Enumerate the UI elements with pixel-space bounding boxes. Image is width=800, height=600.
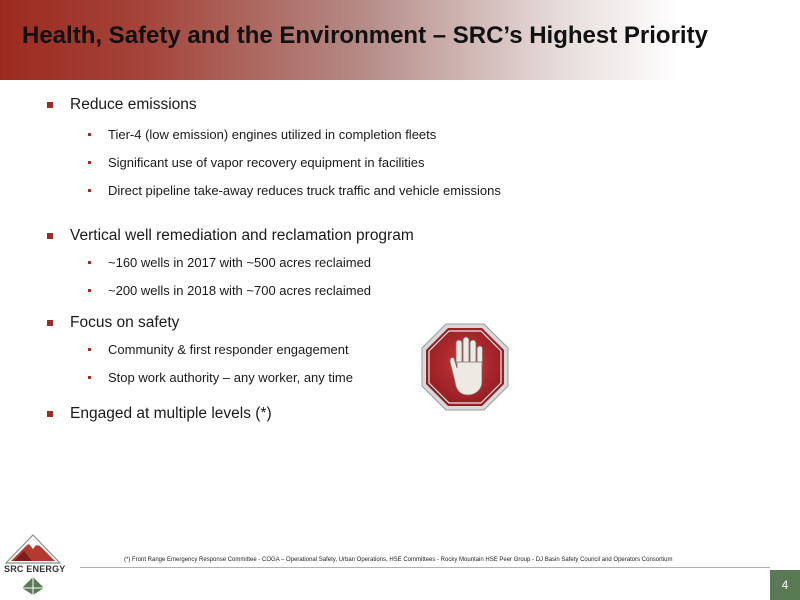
sub-bullet-label: Stop work authority – any worker, any time	[108, 370, 353, 385]
sub-bullet	[88, 155, 425, 170]
sub-bullet	[88, 283, 371, 298]
square-bullet-icon	[88, 376, 91, 379]
bullet-reduce-emissions	[47, 96, 197, 114]
bullet-focus-safety	[47, 314, 179, 332]
bullet-label: Focus on safety	[70, 314, 180, 331]
square-bullet-icon	[88, 189, 91, 192]
sub-bullet-label: Direct pipeline take-away reduces truck traffic and vehicle emissions	[108, 183, 501, 198]
sub-bullet	[88, 183, 501, 198]
square-bullet-icon	[88, 133, 91, 136]
square-bullet-icon	[88, 161, 91, 164]
sub-bullet	[88, 255, 371, 270]
square-bullet-icon	[47, 233, 53, 239]
sub-bullet-label: Community & first responder engagement	[108, 342, 349, 357]
sub-bullet	[88, 127, 436, 142]
sub-bullet-label: ~160 wells in 2017 with ~500 acres reclaimed	[108, 255, 372, 270]
square-bullet-icon	[47, 320, 53, 326]
square-bullet-icon	[88, 289, 91, 292]
page-title: Health, Safety and the Environment – SRC’s Highest Priority	[22, 22, 708, 49]
sub-bullet	[88, 370, 353, 385]
sub-bullet-label: Significant use of vapor recovery equipment in facilities	[108, 155, 425, 170]
logo-text: SRC ENERGY	[4, 564, 66, 574]
stop-hand-icon	[420, 322, 510, 412]
sub-bullet-label: ~200 wells in 2018 with ~700 acres reclaimed	[108, 283, 372, 298]
bullet-well-remediation	[47, 227, 414, 245]
square-bullet-icon	[47, 102, 53, 108]
sub-bullet-label: Tier-4 (low emission) engines utilized in completion fleets	[108, 127, 437, 142]
footnote: (*) Front Range Emergency Response Committee - COGA – Operational Safety, Urban Operations, HSE Committees - Rocky Mountain HSE Peer Group - DJ Basin Safety Council and Operators Consortium	[124, 557, 673, 563]
square-bullet-icon	[88, 348, 91, 351]
bullet-label: Vertical well remediation and reclamation program	[70, 227, 414, 244]
page-number: 4	[770, 570, 800, 600]
bullet-label: Engaged at multiple levels (*)	[70, 405, 272, 422]
bullet-engaged-levels	[47, 405, 272, 423]
sub-bullet	[88, 342, 349, 357]
square-bullet-icon	[47, 411, 53, 417]
square-bullet-icon	[88, 261, 91, 264]
bullet-label: Reduce emissions	[70, 96, 197, 113]
footer-divider	[80, 567, 770, 568]
